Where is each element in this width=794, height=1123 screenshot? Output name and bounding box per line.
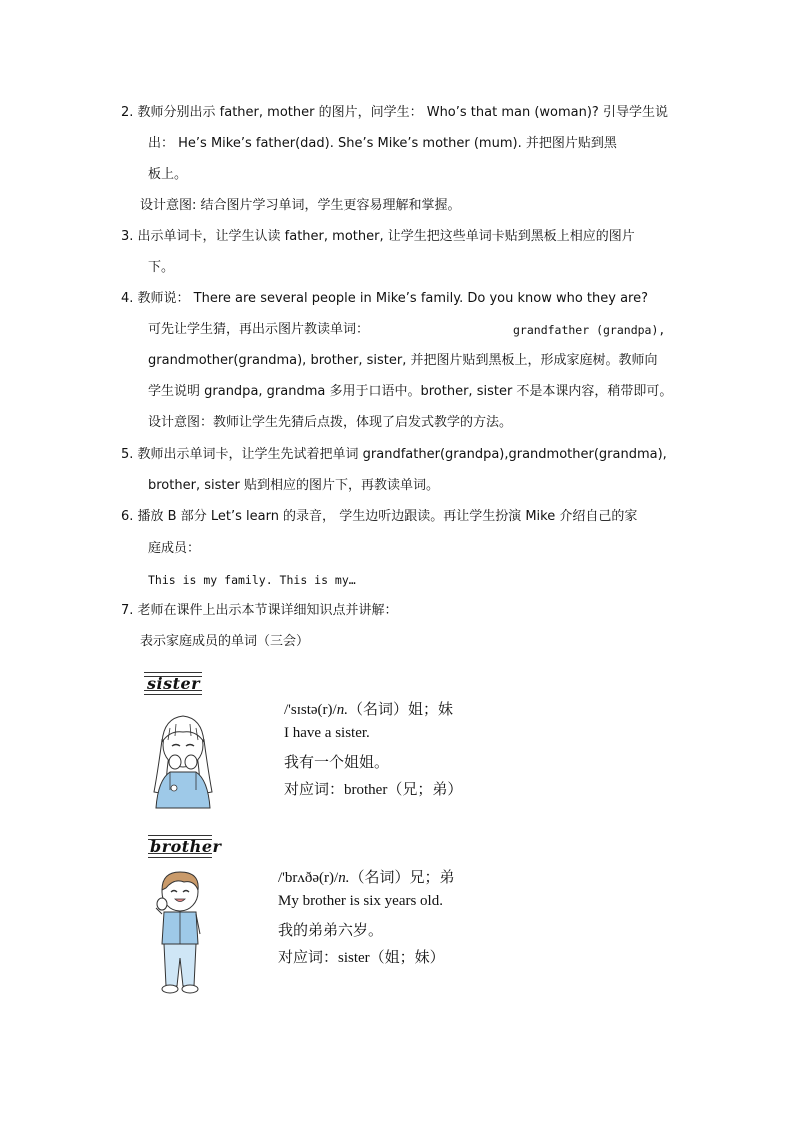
brother-word-card (148, 833, 222, 863)
item-7-line-1: 7. 老师在课件上出示本节课详细知识点并讲解： (121, 603, 398, 618)
brother-pos: n. (338, 870, 350, 886)
sister-example-cn: 我有一个姐姐。 (284, 755, 390, 771)
sister-example-en: I have a sister. (284, 725, 370, 741)
brother-opposite: 对应词：sister（姐；妹） (278, 950, 445, 966)
brother-meaning: （名词）兄；弟 (349, 870, 455, 886)
item-6-line-1: 6. 播放 B 部分 Let’s learn 的录音， 学生边听边跟读。再让学生扮演 Mike 介绍自己的家 (121, 509, 638, 524)
item-4-line-3: grandmother(grandma), brother, sister, 并把图片贴到黑板上，形成家庭树。教师向 (148, 353, 658, 368)
item-5-line-1: 5. 教师出示单词卡，让学生先试着把单词 grandfather(grandpa),grandmother(grandma), (121, 447, 667, 462)
sister-word-card (144, 670, 208, 700)
item-6-line-2: 庭成员： (148, 541, 201, 556)
girl-illustration (148, 710, 218, 810)
sister-meaning: （名词）姐；妹 (347, 702, 453, 718)
brother-word-label: brother (150, 837, 222, 856)
brother-phonetic: /'brʌðə(r)/ (278, 870, 339, 886)
item-6-line-3: This is my family. This is my… (148, 573, 356, 587)
sister-word-label: sister (147, 674, 201, 693)
sister-opposite: 对应词：brother（兄；弟） (284, 782, 463, 798)
sister-pos: n. (336, 702, 348, 718)
item-2-design-note: 设计意图: 结合图片学习单词，学生更容易理解和掌握。 (140, 198, 461, 213)
brother-example-en: My brother is six years old. (278, 893, 443, 909)
item-2-line-2: 出： He’s Mike’s father(dad). She’s Mike’s mother (mum). 并把图片贴到黑 (148, 136, 617, 151)
item-7-line-2: 表示家庭成员的单词（三会） (140, 634, 310, 649)
brother-example-cn: 我的弟弟六岁。 (278, 923, 384, 939)
item-3-line-2: 下。 (148, 260, 175, 275)
sister-phonetic: /'sɪstə(r)/ (284, 702, 337, 718)
item-2-line-1: 2. 教师分别出示 father, mother 的图片，问学生： Who’s that man (woman)? 引导学生说 (121, 105, 668, 120)
item-4-design-note: 设计意图：教师让学生先猜后点拨，体现了启发式教学的方法。 (148, 415, 513, 430)
item-5-line-2: brother, sister 贴到相应的图片下，再教读单词。 (148, 478, 439, 493)
item-4-line-1: 4. 教师说： There are several people in Mike’s family. Do you know who they are? (121, 291, 648, 306)
item-4-line-4: 学生说明 grandpa, grandma 多用于口语中。brother, sister 不是本课内容，稍带即可。 (148, 384, 673, 399)
item-3-line-1: 3. 出示单词卡，让学生认读 father, mother, 让学生把这些单词卡贴到黑板上相应的图片 (121, 229, 635, 244)
item-2-line-3: 板上。 (148, 167, 188, 182)
item-4-line-2b: grandfather (grandpa), (513, 323, 666, 337)
sister-definition (284, 698, 453, 719)
boy-illustration (150, 868, 210, 998)
item-4-line-2a: 可先让学生猜，再出示图片教读单词： (148, 322, 370, 337)
brother-definition (278, 866, 454, 887)
